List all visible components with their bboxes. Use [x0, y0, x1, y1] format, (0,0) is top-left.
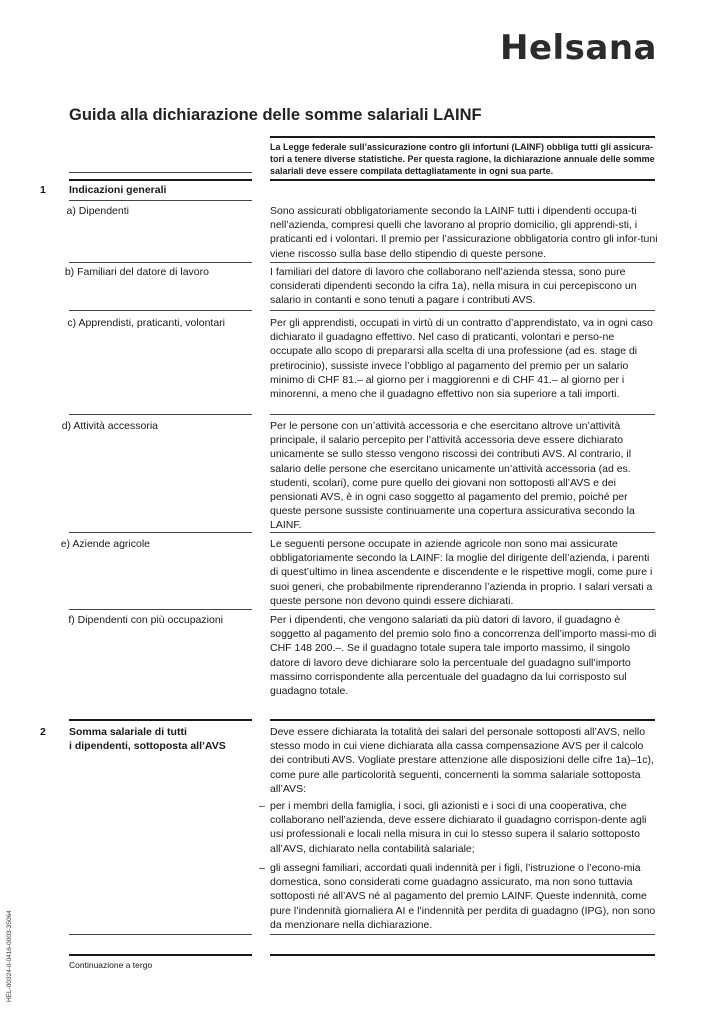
intro-top-rule — [270, 136, 655, 138]
item-a-rule-left — [69, 262, 252, 263]
section2-rule-left — [69, 719, 252, 721]
item-e-rule-left — [69, 609, 252, 610]
bullet-text: gli assegni familiari, accordati quali indennità per i figli, l’istruzione o l’econo-mia domestica, sono considerati come guadagno assicurato, ma non sono tuttavia sottoposti né all’AVS né al pagamento del premio LAINF. Queste indennità, come pure l’indennità giornaliera AI e l’indennità per perdita di guadagno (IPG), non sono da menzionare nella dichiarazione. — [270, 862, 656, 931]
item-c-text: Per gli apprendisti, occupati in virtù di un contratto d’apprendistato, va in ogni caso dichiarato il guadagno effettivo. Nel caso di praticanti, volontari e perso-ne occupate allo scopo di prepararsi alla scelta di una professione (ad es. stage di pretirocinio), sussiste invece l’obbligo al pagamento del premio per un salario minimo di CHF 81.– al giorno per i maggiorenni e di CHF 41.– al giorno per i minorenni, a meno che il guadagno effettivo non sia superiore a tali importi. — [270, 317, 653, 401]
section2-rule-right — [270, 719, 655, 721]
bottom-rule-left — [69, 934, 252, 935]
item-c-label: c) Apprendisti, praticanti, volontari — [67, 317, 225, 329]
item-b-text: I familiari del datore di lavoro che collaborano nell’azienda stessa, sono pure considerati dipendenti secondo la cifra 1a), nella misura in cui percepiscono un salario in contanti e sono tenuti a pagare i contributi AVS. — [270, 266, 637, 307]
section1-heading-underline — [69, 200, 252, 201]
section2-bullet-2 — [259, 861, 658, 932]
item-b-label: b) Familiari del datore di lavoro — [64, 266, 209, 278]
section2-number: 2 — [40, 726, 46, 738]
section2-heading-line2: i dipendenti, sottoposta all’AVS — [69, 740, 226, 752]
left-top-rule — [69, 172, 252, 173]
item-e-rule-right — [270, 609, 655, 610]
section1-number: 1 — [40, 184, 46, 196]
section1-rule-left — [69, 179, 252, 181]
item-c-rule-right — [270, 414, 655, 415]
footer-rule-right — [270, 954, 655, 956]
item-d-rule-left — [69, 532, 252, 533]
item-e-label: e) Aziende agricole — [60, 538, 150, 550]
footer-rule-left — [69, 954, 252, 956]
item-d-text: Per le persone con un’attività accessoria e che esercitano altrove un’attività principale, il salario percepito per l’attività accessoria deve essere dichiarato unicamente se sullo stesso vengono riscossi dei contributi AVS. Al contrario, il salario delle persone che esercitano unicamente un’attività accessoria (ad es. studenti, scolari), come pure quello dei giovani non sottoposti all’AVS e dei pensionati AVS, è in ogni caso soggetto al pagamento del premio, poiché per queste persone sussiste continuamente una copertura assicurativa secondo la LAINF. — [270, 420, 635, 532]
bottom-rule-right — [270, 934, 655, 935]
section2-text: Deve essere dichiarata la totalità dei salari del personale sottoposti all’AVS, nello stesso modo in cui viene dichiarata alla cassa compensazione AVS per il calcolo dei contributi AVS. Vogliate prestare attenzione alle disposizioni delle cifre 1a)–1c), come pure alle particolorità seguenti, concernenti la somma salariale sottoposta all’AVS: — [270, 726, 654, 795]
bullet-dash: – — [259, 862, 265, 874]
page-title: Guida alla dichiarazione delle somme salariali LAINF — [69, 106, 482, 124]
item-b-rule-left — [69, 310, 252, 311]
bullet-text: per i membri della famiglia, i soci, gli azionisti e i soci di una cooperativa, che collaborano nell’azienda, deve essere dichiarato il guadagno corrispon-dente agli usi professionali e locali nella misura in cui lo stesso supera il salario sottoposto all’AVS, dichiarato nella contabilità salariale; — [270, 800, 647, 855]
item-f-label: f) Dipendenti con più occupazioni — [68, 614, 223, 626]
item-e-text: Le seguenti persone occupate in aziende agricole non sono mai assicurate obbligatoriamente secondo la LAINF: la moglie del dirigente dell’azienda, i parenti di quest’ultimo in linea ascendente e discendente e le rispettive mogli, come pure i suoi generi, che probabilmente riprenderanno l’azienda in proprio. I salari versati a queste persone non devono quindi essere dichiarati. — [270, 538, 653, 607]
item-a-rule-right — [270, 262, 655, 263]
document-code: HEL-00324-it-0416-0003-35064 — [6, 910, 13, 1002]
item-b-rule-right — [270, 310, 655, 311]
item-d-label: d) Attività accessoria — [61, 420, 158, 432]
intro-text: La Legge federale sull’assicurazione contro gli infortuni (LAINF) obbliga tutti gli assicura-tori a tenere diverse statistiche. Per questa ragione, la dichiarazione annuale delle somme salariali deve essere compilata dettagliatamente in ogni sua parte. — [270, 142, 655, 177]
item-a-label: a) Dipendenti — [66, 205, 129, 217]
helsana-logo: Helsana — [500, 28, 657, 68]
item-d-rule-right — [270, 532, 655, 533]
section2-bullet-1 — [259, 799, 658, 856]
section1-heading: Indicazioni generali — [69, 184, 167, 196]
bullet-dash: – — [259, 800, 265, 812]
section1-rule-right — [270, 179, 655, 181]
item-c-rule-left — [69, 414, 252, 415]
continuation-note: Continuazione a tergo — [69, 960, 153, 970]
item-f-text: Per i dipendenti, che vengono salariati da più datori di lavoro, il guadagno è soggetto al pagamento del premio solo fino a concorrenza dell’importo massi-mo di CHF 148 200.–. Se il guadagno totale supera tale importo massimo, il singolo datore di lavoro deve dichiarare solo la percentuale del guadagno sull’importo massimo corrispondente alla percentuale del guadagno da lui corrisposto sul guadagno totale. — [270, 614, 657, 698]
section2-heading-line1: Somma salariale di tutti — [69, 726, 187, 738]
item-a-text: Sono assicurati obbligatoriamente secondo la LAINF tutti i dipendenti occupa-ti nell’azienda, compresi quelli che lavorano al proprio domicilio, gli apprendi-sti, i praticanti ed i volontari. Il premio per l’assicurazione obbligatoria contro gli infor-tuni viene riscosso sulla base dello stipendio di queste persone. — [270, 205, 658, 260]
